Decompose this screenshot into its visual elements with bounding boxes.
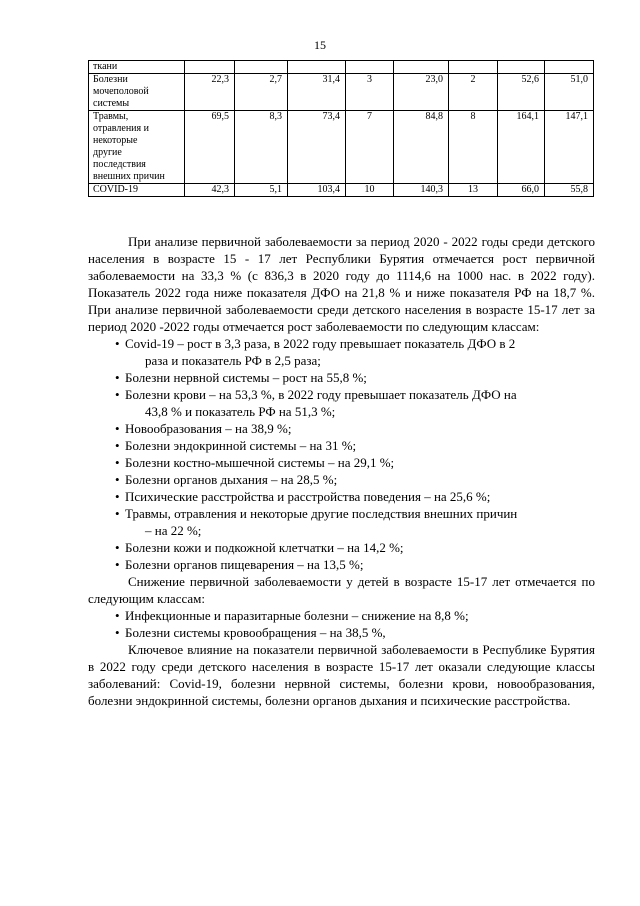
table-row: [89, 74, 594, 111]
value-cell: 31,4: [288, 74, 346, 111]
value-cell: 2: [449, 74, 498, 111]
value-cell: [394, 61, 449, 74]
value-cell: [498, 61, 545, 74]
value-cell: 22,3: [185, 74, 235, 111]
bullet-icon: •: [115, 421, 120, 436]
paragraph-growth-intro: При анализе первичной заболеваемости за период 2020 - 2022 годы среди детского населения в возрасте 15 - 17 лет Республики Бурятия отмечается рост первичной заболеваемости на 33,3 % (с 836,3 в 2020 году до 1114,6 на 1000 нас. в 2022 году). Показатель 2022 года ниже показателя ДФО на 21,8 % и ниже показателя РФ на 18,7 %. При анализе первичной заболеваемости среди детского населения в возрасте 15-17 лет за период 2020 -2022 годы отмечается рост заболеваемости по следующим классам:: [88, 234, 595, 334]
list-item-text: Травмы, отравления и некоторые другие последствия внешних причин: [125, 506, 518, 521]
table-row: [89, 111, 594, 184]
value-cell: [346, 61, 394, 74]
value-cell: 140,3: [394, 184, 449, 197]
list-item-text: Новообразования – на 38,9 %;: [125, 421, 292, 436]
list-item: [115, 386, 595, 420]
disease-class-line: некоторые: [93, 135, 138, 146]
value-cell: 84,8: [394, 111, 449, 184]
list-item: [115, 420, 595, 437]
list-item-text: Болезни эндокринной системы – на 31 %;: [125, 438, 357, 453]
value-cell: [545, 61, 594, 74]
value-cell: 7: [346, 111, 394, 184]
bullet-icon: •: [115, 472, 120, 487]
list-item-continuation: 43,8 % и показатель РФ на 51,3 %;: [145, 404, 336, 419]
list-item-text: Инфекционные и паразитарные болезни – снижение на 8,8 %;: [125, 608, 469, 623]
value-cell: 164,1: [498, 111, 545, 184]
disease-class-line: Болезни: [93, 74, 128, 85]
list-item: [115, 454, 595, 471]
text-body: [88, 233, 595, 709]
bullet-icon: •: [115, 455, 120, 470]
list-item-text: Болезни органов дыхания – на 28,5 %;: [125, 472, 338, 487]
value-cell: 42,3: [185, 184, 235, 197]
table-row: [89, 184, 594, 197]
disease-class-cell: [89, 61, 185, 74]
paragraph-decrease-intro: Снижение первичной заболеваемости у детей в возрасте 15-17 лет отмечается по следующим классам:: [88, 574, 595, 606]
bullet-icon: •: [115, 557, 120, 572]
list-item-text: Болезни нервной системы – рост на 55,8 %;: [125, 370, 367, 385]
list-item: [115, 471, 595, 488]
bullet-icon: •: [115, 387, 120, 402]
bullet-icon: •: [115, 608, 120, 623]
decrease-list: [88, 607, 595, 641]
value-cell: [185, 61, 235, 74]
paragraph-conclusion: Ключевое влияние на показатели первичной заболеваемости в Республике Бурятия в 2022 году среди детского населения в возрасте 15-17 лет оказали следующие классы заболеваний: Covid-19, болезни нервной системы, болезни крови, новообразования, болезни эндокринной системы, болезни органов дыхания и психические расстройства.: [88, 642, 595, 708]
list-item: [115, 369, 595, 386]
list-item: [115, 505, 595, 539]
list-item-text: Covid-19 – рост в 3,3 раза, в 2022 году превышает показатель ДФО в 2: [125, 336, 516, 351]
list-item: [115, 335, 595, 369]
value-cell: 23,0: [394, 74, 449, 111]
value-cell: 73,4: [288, 111, 346, 184]
value-cell: 147,1: [545, 111, 594, 184]
disease-class-cell: [89, 74, 185, 111]
disease-class-line: внешних причин: [93, 171, 165, 182]
bullet-icon: •: [115, 489, 120, 504]
morbidity-table: [88, 60, 594, 197]
value-cell: [235, 61, 288, 74]
disease-class-line: системы: [93, 98, 130, 109]
list-item-text: Болезни крови – на 53,3 %, в 2022 году превышает показатель ДФО на: [125, 387, 517, 402]
list-item: [115, 556, 595, 573]
value-cell: 55,8: [545, 184, 594, 197]
list-item-text: Болезни органов пищеварения – на 13,5 %;: [125, 557, 364, 572]
table-row: [89, 61, 594, 74]
value-cell: 69,5: [185, 111, 235, 184]
disease-class-line: Травмы,: [93, 111, 129, 122]
value-cell: 5,1: [235, 184, 288, 197]
value-cell: 13: [449, 184, 498, 197]
bullet-icon: •: [115, 506, 120, 521]
bullet-icon: •: [115, 370, 120, 385]
disease-class-line: другие: [93, 147, 122, 158]
bullet-icon: •: [115, 625, 120, 640]
bullet-icon: •: [115, 438, 120, 453]
value-cell: 8: [449, 111, 498, 184]
list-item: [115, 539, 595, 556]
list-item-text: Болезни системы кровообращения – на 38,5 %,: [125, 625, 386, 640]
disease-class-line: последствия: [93, 159, 146, 170]
value-cell: 2,7: [235, 74, 288, 111]
growth-list: [88, 335, 595, 573]
value-cell: 66,0: [498, 184, 545, 197]
disease-class-line: COVID-19: [93, 184, 138, 195]
page-number: 15: [314, 38, 326, 52]
list-item-text: Болезни кожи и подкожной клетчатки – на 14,2 %;: [125, 540, 404, 555]
value-cell: 52,6: [498, 74, 545, 111]
list-item-text: Психические расстройства и расстройства поведения – на 25,6 %;: [125, 489, 491, 504]
disease-class-cell: [89, 184, 185, 197]
value-cell: [288, 61, 346, 74]
value-cell: 51,0: [545, 74, 594, 111]
disease-class-line: отравления и: [93, 123, 149, 134]
value-cell: 3: [346, 74, 394, 111]
bullet-icon: •: [115, 336, 120, 351]
value-cell: 8,3: [235, 111, 288, 184]
disease-class-line: мочеполовой: [93, 86, 149, 97]
list-item: [115, 607, 595, 624]
list-item: [115, 624, 595, 641]
list-item: [115, 437, 595, 454]
bullet-icon: •: [115, 540, 120, 555]
list-item-text: Болезни костно-мышечной системы – на 29,1 %;: [125, 455, 395, 470]
list-item-continuation: раза и показатель РФ в 2,5 раза;: [145, 353, 321, 368]
value-cell: [449, 61, 498, 74]
list-item-continuation: – на 22 %;: [145, 523, 202, 538]
disease-class-cell: [89, 111, 185, 184]
list-item: [115, 488, 595, 505]
value-cell: 103,4: [288, 184, 346, 197]
value-cell: 10: [346, 184, 394, 197]
disease-class-line: ткани: [93, 61, 118, 72]
